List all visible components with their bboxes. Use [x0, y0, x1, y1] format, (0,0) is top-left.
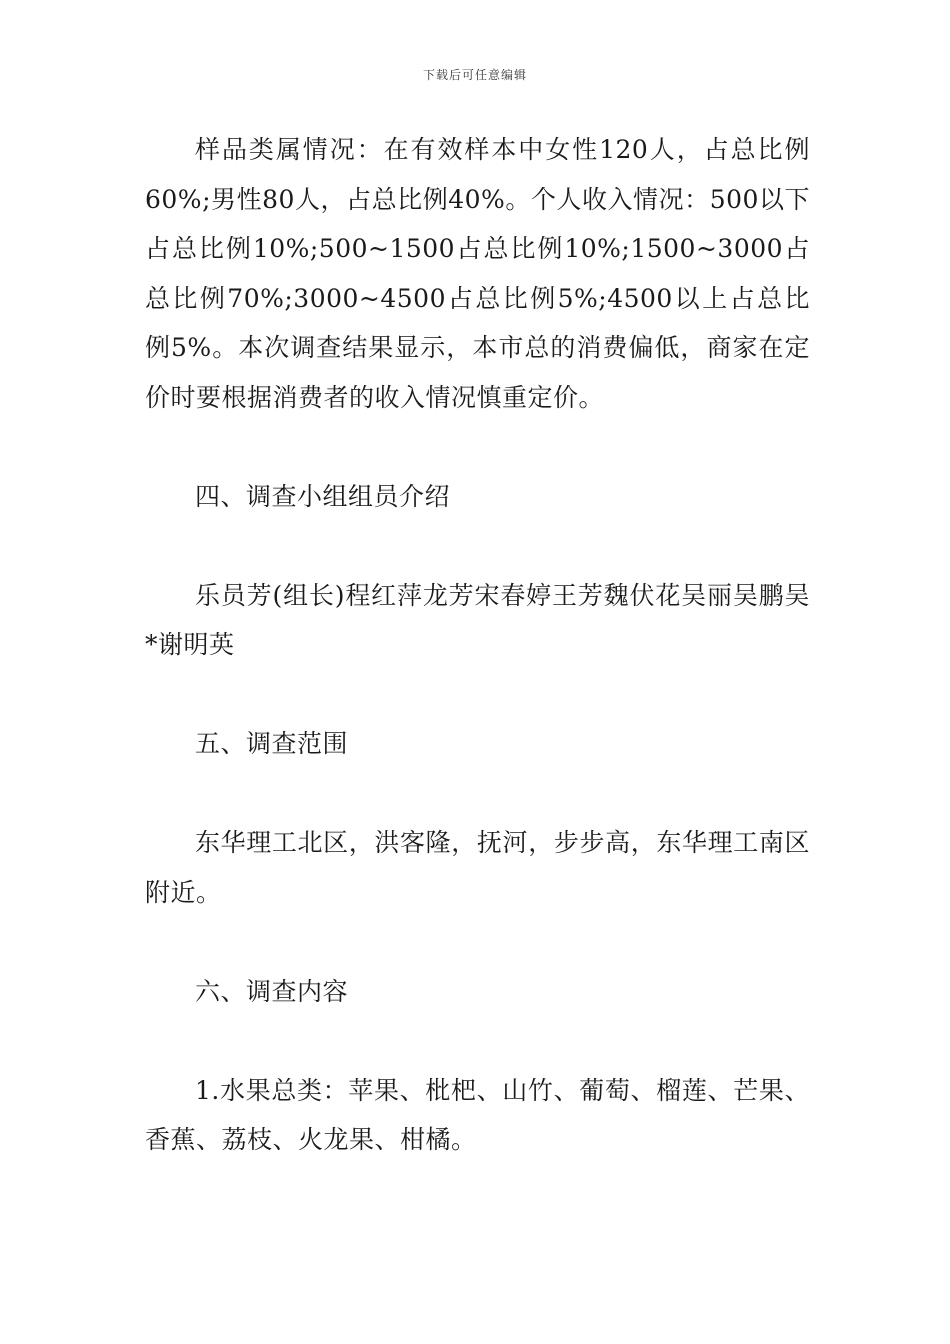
page-header: 下载后可任意编辑 — [422, 68, 527, 82]
section-heading-members: 四、调查小组组员介绍 — [195, 481, 451, 511]
paragraph-member-list: 乐员芳(组长)程红萍龙芳宋春婷王芳魏伏花吴丽吴鹏吴*谢明英 — [145, 580, 810, 659]
paragraph-spacer — [145, 1016, 810, 1066]
paragraph-fruit-types: 1.水果总类：苹果、枇杷、山竹、葡萄、榴莲、芒果、香蕉、荔枝、火龙果、柑橘。 — [145, 1075, 810, 1154]
section-heading-content: 六、调查内容 — [195, 976, 349, 1006]
paragraph-spacer — [145, 521, 810, 571]
paragraph-spacer — [145, 670, 810, 720]
paragraph-spacer — [145, 917, 810, 967]
document-body — [145, 125, 810, 1165]
paragraph-scope-locations: 东华理工北区，洪客隆，抚河，步步高，东华理工南区附近。 — [145, 828, 810, 907]
paragraph-sample-stats: 样品类属情况：在有效样本中女性120人，占总比例60%;男性80人，占总比例40%。个人收入情况：500以下占总比例10%;500~1500占总比例10%;1500~3000占总比例70%;3000~4500占总比例5%;4500以上占总比例5%。本次调查结果显示，本市总的消费偏低，商家在定价时要根据消费者的收入情况慎重定价。 — [145, 135, 810, 412]
paragraph-spacer — [145, 769, 810, 819]
paragraph-spacer — [145, 422, 810, 472]
section-heading-scope: 五、调查范围 — [195, 729, 349, 758]
